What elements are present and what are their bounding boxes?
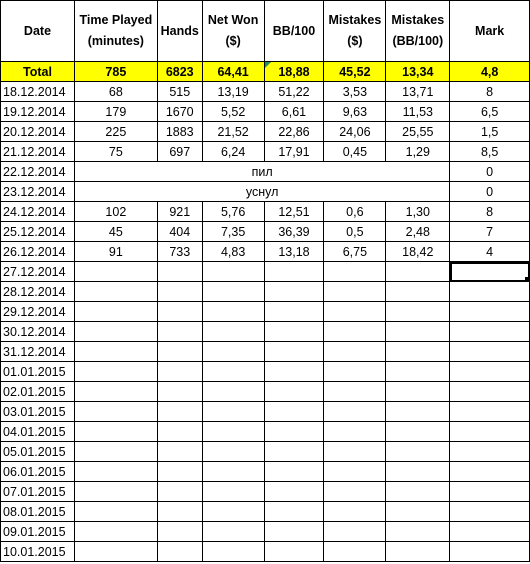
note-cell[interactable]: пил [74,162,449,182]
date-cell[interactable]: 20.12.2014 [1,122,75,142]
note-cell[interactable]: уснул [74,182,449,202]
mistakes-bb100-cell[interactable] [386,362,450,382]
table-row [1,262,530,282]
mark-cell[interactable] [450,522,530,542]
date-cell[interactable]: 01.01.2015 [1,362,75,382]
table-row [1,542,530,562]
mistakes-bb100-cell[interactable] [386,302,450,322]
bb100-cell[interactable]: 36,39 [264,222,324,242]
table-row [1,302,530,322]
time-played-cell[interactable] [74,382,157,402]
total-cell-mistakes-bb100[interactable]: 13,34 [386,62,450,82]
table-row [1,382,530,402]
date-cell[interactable]: 04.01.2015 [1,422,75,442]
table-row [1,242,530,262]
date-cell[interactable]: 05.01.2015 [1,442,75,462]
table-row [1,82,530,102]
table-row [1,122,530,142]
net-won-cell[interactable]: 4,83 [202,242,264,262]
bb100-cell[interactable]: 17,91 [264,142,324,162]
header-label: BB/100 [272,23,316,38]
header-cell-net-won[interactable] [202,1,264,62]
mark-cell[interactable]: 0 [450,182,530,202]
net-won-cell[interactable] [202,462,264,482]
time-played-cell[interactable] [74,462,157,482]
bb100-cell[interactable] [264,262,324,282]
bb100-cell[interactable] [264,402,324,422]
bb100-cell[interactable] [264,302,324,322]
hands-cell[interactable]: 404 [157,222,202,242]
bb100-cell[interactable] [264,342,324,362]
net-won-cell[interactable] [202,302,264,322]
mark-cell[interactable] [450,342,530,362]
date-cell[interactable]: 21.12.2014 [1,142,75,162]
total-cell-date[interactable]: Total [1,62,75,82]
hands-cell[interactable]: 733 [157,242,202,262]
time-played-cell[interactable] [74,542,157,562]
mark-cell[interactable]: 4 [450,242,530,262]
table-row [1,422,530,442]
table-row [1,102,530,122]
table-row [1,342,530,362]
header-cell-mistakes-usd[interactable] [324,1,386,62]
bb100-cell[interactable] [264,422,324,442]
mistakes-bb100-cell[interactable] [386,482,450,502]
date-cell[interactable]: 09.01.2015 [1,522,75,542]
mark-cell[interactable]: 6,5 [450,102,530,122]
mistakes-usd-cell[interactable] [324,402,386,422]
table-row [1,202,530,222]
mistakes-bb100-cell[interactable] [386,502,450,522]
hands-cell[interactable] [157,422,202,442]
time-played-cell[interactable] [74,262,157,282]
header-label: ($) [347,34,363,48]
net-won-cell[interactable] [202,482,264,502]
total-cell-hands[interactable]: 6823 [157,62,202,82]
total-cell-net-won[interactable]: 64,41 [202,62,264,82]
hands-cell[interactable] [157,262,202,282]
bb100-cell[interactable]: 22,86 [264,122,324,142]
hands-cell[interactable]: 515 [157,82,202,102]
time-played-cell[interactable]: 45 [74,222,157,242]
mistakes-bb100-cell[interactable] [386,542,450,562]
net-won-cell[interactable] [202,322,264,342]
mistakes-usd-cell[interactable] [324,442,386,462]
date-cell[interactable]: 18.12.2014 [1,82,75,102]
mistakes-bb100-cell[interactable]: 2,48 [386,222,450,242]
date-cell[interactable]: 24.12.2014 [1,202,75,222]
mistakes-bb100-cell[interactable] [386,462,450,482]
table-row [1,442,530,462]
mistakes-usd-cell[interactable]: 0,6 [324,202,386,222]
mistakes-bb100-cell[interactable]: 18,42 [386,242,450,262]
net-won-cell[interactable] [202,442,264,462]
net-won-cell[interactable] [202,522,264,542]
bb100-cell[interactable] [264,462,324,482]
header-label: Net Won [207,13,259,27]
net-won-cell[interactable] [202,402,264,422]
time-played-cell[interactable] [74,482,157,502]
mistakes-bb100-cell[interactable] [386,522,450,542]
date-cell[interactable]: 23.12.2014 [1,182,75,202]
mark-cell[interactable]: 1,5 [450,122,530,142]
hands-cell[interactable]: 921 [157,202,202,222]
mark-cell[interactable]: 8 [450,202,530,222]
mistakes-usd-cell[interactable]: 9,63 [324,102,386,122]
header-cell-mark[interactable] [450,1,530,62]
mark-cell[interactable] [450,282,530,302]
header-label: Hands [160,23,199,38]
mistakes-usd-cell[interactable] [324,322,386,342]
mistakes-usd-cell[interactable] [324,422,386,442]
table-row [1,462,530,482]
date-cell[interactable]: 25.12.2014 [1,222,75,242]
table-row [1,182,530,202]
mistakes-usd-cell[interactable] [324,482,386,502]
net-won-cell[interactable]: 7,35 [202,222,264,242]
mistakes-bb100-cell[interactable] [386,422,450,442]
table-row [1,362,530,382]
net-won-cell[interactable] [202,262,264,282]
total-cell-mark[interactable]: 4,8 [450,62,530,82]
mistakes-bb100-cell[interactable] [386,402,450,422]
net-won-cell[interactable]: 5,52 [202,102,264,122]
header-cell-date[interactable] [1,1,75,62]
hands-cell[interactable]: 1670 [157,102,202,122]
comment-marker-icon [265,62,271,68]
hands-cell[interactable] [157,542,202,562]
mistakes-bb100-cell[interactable]: 13,71 [386,82,450,102]
selected-cell[interactable] [450,262,530,282]
mistakes-bb100-cell[interactable]: 11,53 [386,102,450,122]
mistakes-bb100-cell[interactable] [386,442,450,462]
table-row [1,282,530,302]
mark-cell[interactable]: 0 [450,162,530,182]
mark-cell[interactable]: 8 [450,82,530,102]
mistakes-usd-cell[interactable] [324,522,386,542]
time-played-cell[interactable]: 225 [74,122,157,142]
mistakes-bb100-cell[interactable] [386,282,450,302]
date-cell[interactable]: 28.12.2014 [1,282,75,302]
mistakes-usd-cell[interactable] [324,462,386,482]
date-cell[interactable]: 06.01.2015 [1,462,75,482]
date-cell[interactable]: 10.01.2015 [1,542,75,562]
header-cell-mistakes-bb100[interactable] [386,1,450,62]
date-cell[interactable]: 03.01.2015 [1,402,75,422]
bb100-cell[interactable] [264,382,324,402]
bb100-cell[interactable]: 12,51 [264,202,324,222]
time-played-cell[interactable]: 102 [74,202,157,222]
hands-cell[interactable] [157,322,202,342]
mistakes-bb100-cell[interactable] [386,342,450,362]
table-row [1,142,530,162]
net-won-cell[interactable]: 13,19 [202,82,264,102]
mistakes-bb100-cell[interactable]: 25,55 [386,122,450,142]
mark-cell[interactable] [450,502,530,522]
hands-cell[interactable] [157,282,202,302]
total-cell-mistakes-usd[interactable]: 45,52 [324,62,386,82]
mistakes-usd-cell[interactable]: 3,53 [324,82,386,102]
header-label: ($) [225,34,241,48]
net-won-cell[interactable]: 21,52 [202,122,264,142]
table-row [1,402,530,422]
bb100-cell[interactable] [264,362,324,382]
mark-cell[interactable] [450,322,530,342]
hands-cell[interactable] [157,442,202,462]
time-played-cell[interactable]: 179 [74,102,157,122]
bb100-cell[interactable] [264,322,324,342]
total-cell-bb100[interactable] [264,62,324,82]
header-row [1,1,530,62]
bb100-cell[interactable] [264,482,324,502]
hands-cell[interactable] [157,342,202,362]
time-played-cell[interactable] [74,422,157,442]
time-played-cell[interactable] [74,322,157,342]
mistakes-bb100-cell[interactable]: 1,29 [386,142,450,162]
mistakes-usd-cell[interactable]: 0,45 [324,142,386,162]
time-played-cell[interactable] [74,522,157,542]
mistakes-bb100-cell[interactable] [386,322,450,342]
mistakes-usd-cell[interactable] [324,282,386,302]
date-cell[interactable]: 02.01.2015 [1,382,75,402]
header-cell-bb100[interactable] [264,1,324,62]
mark-cell[interactable] [450,462,530,482]
mark-cell[interactable] [450,542,530,562]
mark-cell[interactable] [450,482,530,502]
hands-cell[interactable] [157,522,202,542]
date-cell[interactable]: 07.01.2015 [1,482,75,502]
mistakes-usd-cell[interactable]: 6,75 [324,242,386,262]
net-won-cell[interactable] [202,282,264,302]
hands-cell[interactable] [157,482,202,502]
mistakes-usd-cell[interactable] [324,262,386,282]
time-played-cell[interactable]: 68 [74,82,157,102]
table-row [1,222,530,242]
bb100-cell[interactable] [264,542,324,562]
date-cell[interactable]: 31.12.2014 [1,342,75,362]
bb100-cell[interactable]: 13,18 [264,242,324,262]
bb100-cell[interactable]: 6,61 [264,102,324,122]
header-label: Date [23,23,52,38]
mark-cell[interactable]: 8,5 [450,142,530,162]
time-played-cell[interactable]: 91 [74,242,157,262]
mistakes-usd-cell[interactable] [324,502,386,522]
bb100-cell[interactable] [264,522,324,542]
mark-cell[interactable]: 7 [450,222,530,242]
mistakes-usd-cell[interactable]: 0,5 [324,222,386,242]
mark-cell[interactable] [450,422,530,442]
mistakes-usd-cell[interactable] [324,382,386,402]
net-won-cell[interactable] [202,502,264,522]
mistakes-usd-cell[interactable] [324,362,386,382]
time-played-cell[interactable] [74,442,157,462]
bb100-cell[interactable] [264,442,324,462]
date-cell[interactable]: 08.01.2015 [1,502,75,522]
table-row [1,322,530,342]
hands-cell[interactable] [157,302,202,322]
header-label: Time Played [79,13,153,27]
header-cell-time-played[interactable] [74,1,157,62]
mistakes-bb100-cell[interactable] [386,382,450,402]
mistakes-usd-cell[interactable]: 24,06 [324,122,386,142]
mark-cell[interactable] [450,302,530,322]
date-cell[interactable]: 29.12.2014 [1,302,75,322]
total-cell-time-played[interactable]: 785 [74,62,157,82]
mark-cell[interactable] [450,402,530,422]
net-won-cell[interactable]: 5,76 [202,202,264,222]
header-label: Mistakes [328,13,382,27]
mistakes-bb100-cell[interactable]: 1,30 [386,202,450,222]
time-played-cell[interactable] [74,362,157,382]
cell-value: 18,88 [278,64,310,79]
mark-cell[interactable] [450,382,530,402]
date-cell[interactable]: 19.12.2014 [1,102,75,122]
table-row [1,522,530,542]
header-label: (BB/100) [392,34,444,48]
date-cell[interactable]: 30.12.2014 [1,322,75,342]
hands-cell[interactable] [157,382,202,402]
mistakes-usd-cell[interactable] [324,302,386,322]
net-won-cell[interactable] [202,382,264,402]
date-cell[interactable]: 22.12.2014 [1,162,75,182]
mark-cell[interactable] [450,362,530,382]
total-row [1,62,530,82]
net-won-cell[interactable] [202,342,264,362]
bb100-cell[interactable] [264,502,324,522]
hands-cell[interactable] [157,402,202,422]
hands-cell[interactable] [157,502,202,522]
hands-cell[interactable] [157,362,202,382]
mistakes-usd-cell[interactable] [324,342,386,362]
bb100-cell[interactable] [264,282,324,302]
time-played-cell[interactable] [74,342,157,362]
time-played-cell[interactable]: 75 [74,142,157,162]
bb100-cell[interactable]: 51,22 [264,82,324,102]
table-row [1,502,530,522]
time-played-cell[interactable] [74,302,157,322]
fill-handle-icon[interactable] [525,277,530,282]
time-played-cell[interactable] [74,282,157,302]
mistakes-bb100-cell[interactable] [386,262,450,282]
date-cell[interactable]: 26.12.2014 [1,242,75,262]
header-label: (minutes) [87,34,144,48]
time-played-cell[interactable] [74,402,157,422]
net-won-cell[interactable]: 6,24 [202,142,264,162]
date-cell[interactable]: 27.12.2014 [1,262,75,282]
header-label: Mistakes [391,13,445,27]
net-won-cell[interactable] [202,422,264,442]
hands-cell[interactable]: 697 [157,142,202,162]
mistakes-usd-cell[interactable] [324,542,386,562]
net-won-cell[interactable] [202,362,264,382]
time-played-cell[interactable] [74,502,157,522]
hands-cell[interactable] [157,462,202,482]
mark-cell[interactable] [450,442,530,462]
hands-cell[interactable]: 1883 [157,122,202,142]
table-row [1,482,530,502]
net-won-cell[interactable] [202,542,264,562]
header-cell-hands[interactable] [157,1,202,62]
table-row [1,162,530,182]
header-label: Mark [475,23,505,38]
